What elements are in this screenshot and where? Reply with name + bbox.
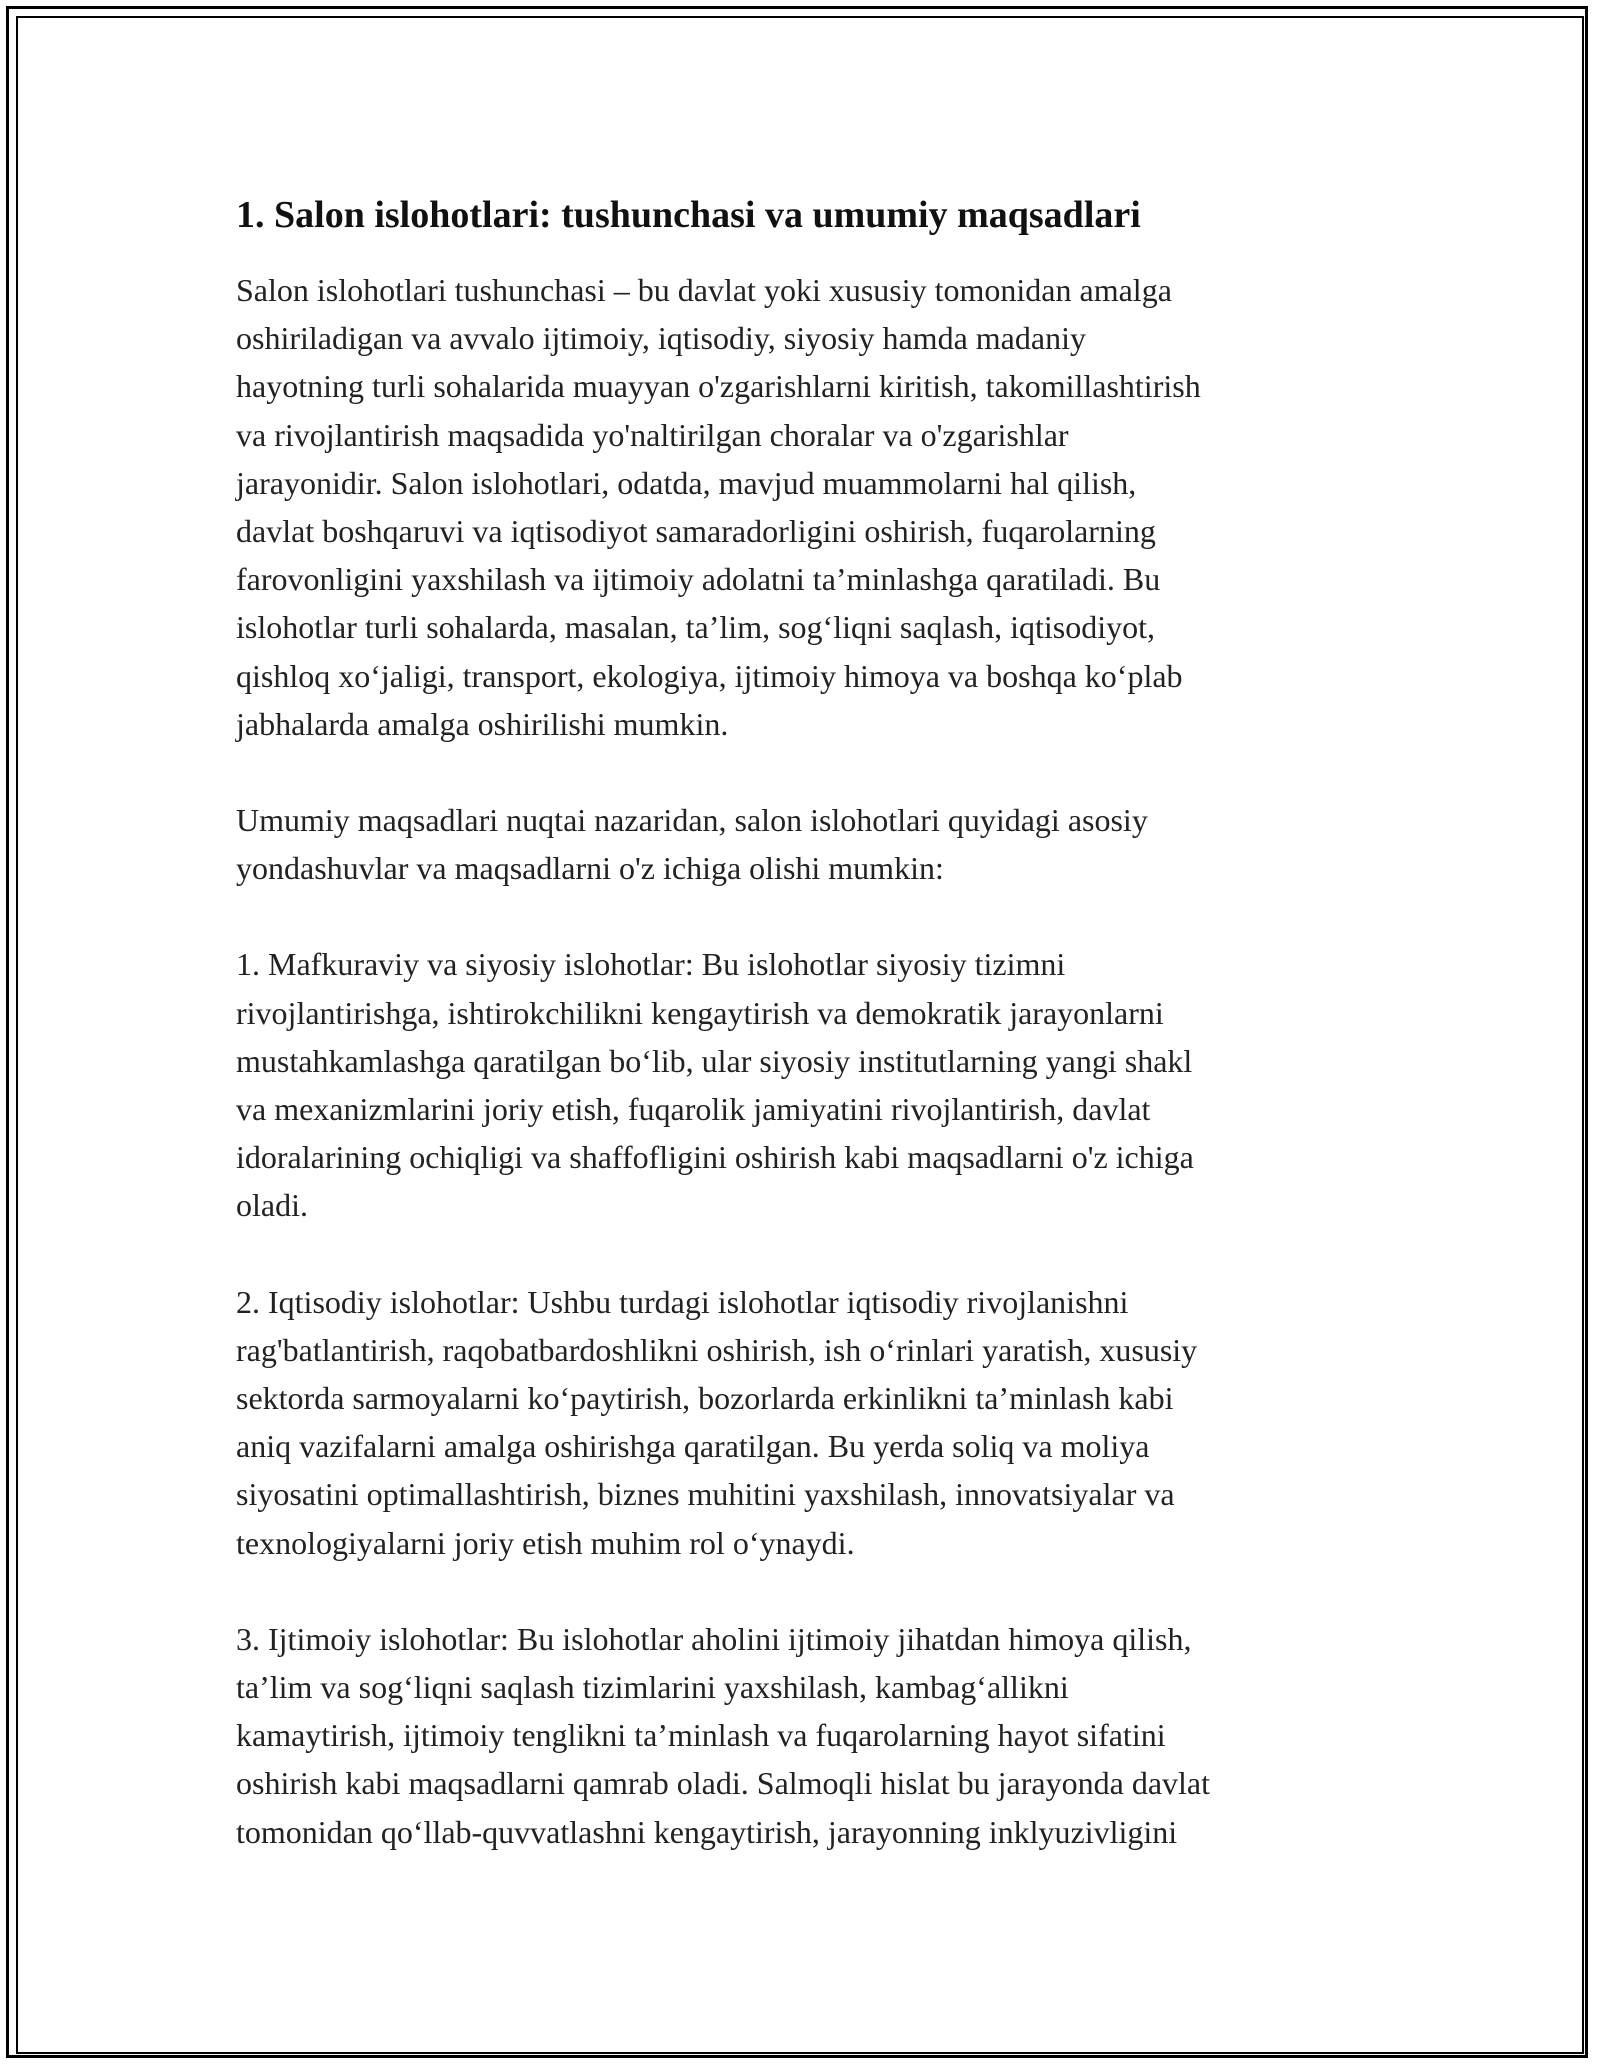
document-body: [236, 190, 1366, 1856]
paragraph-goals-intro: Umumiy maqsadlari nuqtai nazaridan, salon islohotlari quyidagi asosiy yondashuvlar va maqsadlarni o'z ichiga olishi mumkin:: [236, 802, 1148, 887]
document-heading: 1. Salon islohotlari: tushunchasi va umumiy maqsadlari: [236, 194, 1141, 236]
paragraph-economic-reforms: 2. Iqtisodiy islohotlar: Ushbu turdagi islohotlar iqtisodiy rivojlanishni rag'batlantirish, raqobatbardoshlikni oshirish, ish o‘rinlari yaratish, xususiy sektorda sarmoyalarni ko‘paytirish, bozorlarda erkinlikni ta’minlash kabi aniq vazifalarni amalga oshirishga qaratilgan. Bu yerda soliq va moliya siyosatini optimallashtirish, biznes muhitini yaxshilash, innovatsiyalar va texnologiyalarni joriy etish muhim rol o‘ynaydi.: [236, 1283, 1198, 1561]
paragraph-political-reforms: 1. Mafkuraviy va siyosiy islohotlar: Bu islohotlar siyosiy tizimni rivojlantirishga, ishtirokchilikni kengaytirish va demokratik jarayonlarni mustahkamlashga qaratilgan bo‘lib, ular siyosiy institutlarning yangi shakl va mexanizmlarini joriy etish, fuqarolik jamiyatini rivojlantirish, davlat idoralarining ochiqligi va shaffofligini oshirish kabi maqsadlarni o'z ichiga oladi.: [236, 946, 1194, 1224]
paragraph-social-reforms: 3. Ijtimoiy islohotlar: Bu islohotlar aholini ijtimoiy jihatdan himoya qilish, ta’lim va sog‘liqni saqlash tizimlarini yaxshilash, kambag‘allikni kamaytirish, ijtimoiy tenglikni ta’minlash va fuqarolarning hayot sifatini oshirish kabi maqsadlarni qamrab oladi. Salmoqli hislat bu jarayonda davlat tomonidan qo‘llab-quvvatlashni kengaytirish, jarayonning inklyuzivligini: [236, 1620, 1210, 1850]
paragraph-definition: Salon islohotlari tushunchasi – bu davlat yoki xususiy tomonidan amalga oshiriladigan va avvalo ijtimoiy, iqtisodiy, siyosiy hamda madaniy hayotning turli sohalarida muayyan o'zgarishlarni kiritish, takomillashtirish va rivojlantirish maqsadida yo'naltirilgan choralar va o'zgarishlar jarayonidir. Salon islohotlari, odatda, mavjud muammolarni hal qilish, davlat boshqaruvi va iqtisodiyot samaradorligini oshirish, fuqarolarning farovonligini yaxshilash va ijtimoiy adolatni ta’minlashga qaratiladi. Bu islohotlar turli sohalarda, masalan, ta’lim, sog‘liqni saqlash, iqtisodiyot, qishloq xo‘jaligi, transport, ekologiya, ijtimoiy himoya va boshqa ko‘plab jabhalarda amalga oshirilishi mumkin.: [236, 272, 1201, 742]
